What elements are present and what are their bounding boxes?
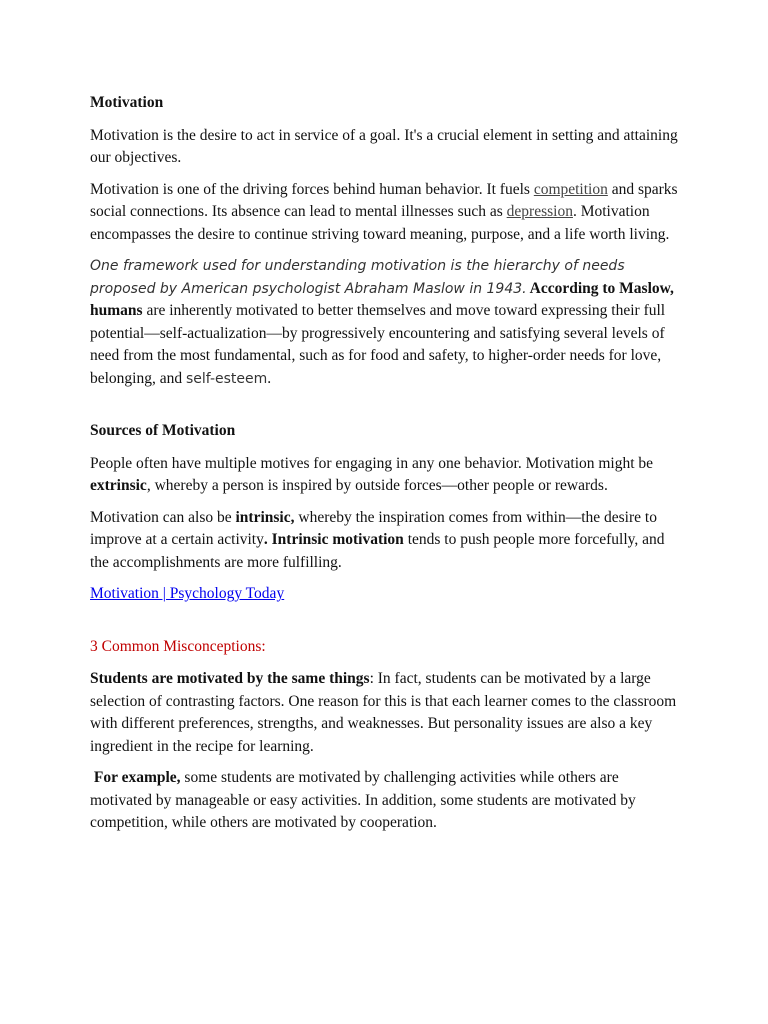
extrinsic-term: extrinsic (90, 477, 147, 494)
self-esteem-term: self-esteem (186, 370, 268, 387)
section-title-sources: Sources of Motivation (90, 422, 236, 439)
section-title-motivation: Motivation (90, 94, 164, 111)
paragraph-misconception-1 (90, 668, 680, 758)
paragraph-text: . Motivation encompasses the desire to continue striving toward meaning, purpose, and a life worth living. (90, 203, 670, 243)
paragraph-text: , whereby a person is inspired by outside forces—other people or rewards. (146, 477, 608, 494)
paragraph-text: some students are motivated by challenging activities while others are motivated by manageable or easy activities. In addition, some students are motivated by competition, while others are motivated by cooperation. (90, 769, 636, 831)
section-title-misconceptions: 3 Common Misconceptions: (90, 637, 266, 655)
depression-link[interactable]: depression (506, 203, 573, 220)
intrinsic-motivation-term: . Intrinsic motivation (263, 531, 404, 548)
paragraph-text: : In fact, students can be motivated by a large selection of contrasting factors. One reason for this is that each learner comes to the classroom with different preferences, strengths, and weaknesses. But personality issues are also a key ingredient in the recipe for learning. (90, 670, 677, 755)
source-link-paragraph (90, 583, 680, 606)
maslow-italic-text: One framework used for understanding motivation is the hierarchy of needs proposed by American psychologist Abraham Maslow in 1943. (90, 258, 625, 297)
paragraph-text: Motivation can also be (90, 508, 236, 526)
intrinsic-term: intrinsic, (235, 508, 295, 526)
paragraph-text: People often have multiple motives for engaging in any one behavior. Motivation might be (90, 454, 654, 472)
paragraph-text: . (267, 369, 272, 387)
paragraph-text: Motivation is one of the driving forces behind human behavior. It fuels (90, 180, 534, 198)
paragraph-maslow (90, 255, 680, 390)
competition-link[interactable]: competition (533, 180, 608, 198)
paragraph-extrinsic (90, 453, 680, 498)
example-bold: For example, (93, 769, 181, 786)
document-body (90, 92, 680, 844)
misconception-bold: Students are motivated by the same things (90, 670, 370, 687)
paragraph-text: whereby the inspiration comes from within—the desire to improve at a certain activity (90, 508, 657, 548)
paragraph-intrinsic (90, 507, 680, 575)
paragraph-example (90, 767, 680, 835)
maslow-bold-text: According to Maslow, humans (90, 279, 674, 319)
paragraph-text: and sparks social connections. Its absence can lead to mental illnesses such as (90, 180, 678, 220)
paragraph-driving-forces (90, 179, 680, 247)
paragraph-text: tends to push people more forcefully, and the accomplishments are more fulfilling. (90, 531, 665, 571)
psychology-today-link[interactable]: Motivation | Psychology Today (90, 585, 285, 602)
paragraph-definition: Motivation is the desire to act in service of a goal. It's a crucial element in setting and attaining our objectives. (90, 126, 678, 166)
paragraph-text: are inherently motivated to better themselves and move toward expressing their full potential—self-actualization—by progressively encountering and satisfying several levels of need from the most fundamental, such as for food and safety, to higher-order needs for love, belonging, and (90, 302, 666, 387)
